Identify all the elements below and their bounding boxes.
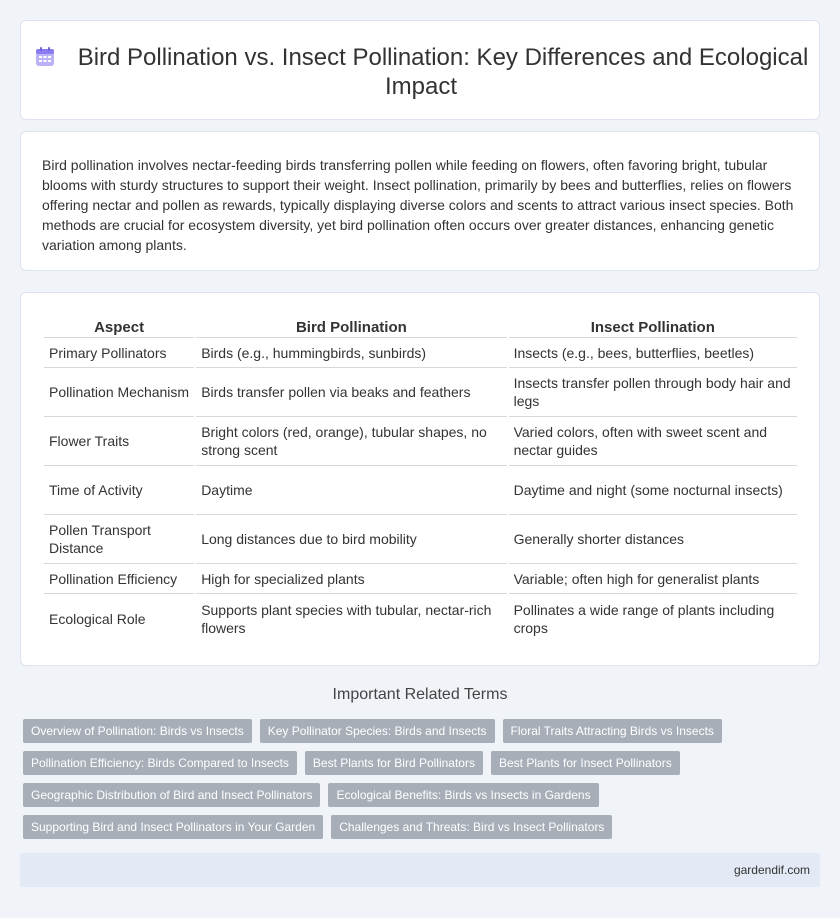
cell-insect: Daytime and night (some nocturnal insects) — [509, 466, 797, 515]
cell-bird: Bright colors (red, orange), tubular shapes, no strong scent — [196, 417, 506, 466]
related-term-chip[interactable]: Overview of Pollination: Birds vs Insects — [23, 719, 252, 743]
cell-bird: Birds (e.g., hummingbirds, sunbirds) — [196, 338, 506, 368]
page-title-wrap — [21, 43, 821, 101]
cell-insect: Variable; often high for generalist plants — [509, 564, 797, 594]
cell-insect: Insects (e.g., bees, butterflies, beetles) — [509, 338, 797, 368]
cell-aspect: Pollination Mechanism — [44, 368, 194, 417]
cell-bird: High for specialized plants — [196, 564, 506, 594]
related-term-chip[interactable]: Key Pollinator Species: Birds and Insects — [260, 719, 495, 743]
header-insect: Insect Pollination — [509, 314, 797, 338]
cell-aspect: Ecological Role — [49, 610, 146, 627]
related-term-chip[interactable]: Best Plants for Insect Pollinators — [491, 751, 680, 775]
page-title: Bird Pollination vs. Insect Pollination: Key Differences and Ecological Impact — [77, 44, 809, 100]
cell-aspect: Primary Pollinators — [44, 338, 194, 368]
cell-aspect: Flower Traits — [44, 417, 194, 466]
intro-paragraph: Bird pollination involves nectar-feeding birds transferring pollen while feeding on flowers, often favoring bright, tubular blooms with sturdy structures to support their weight. Insect pollination, primarily by bees and butterflies, relies on flowers offering nectar and pollen as rewards, typically displaying diverse colors and scents to attract various insect species. Both methods are crucial for ecosystem diversity, yet bird pollination often occurs over greater distances, enhancing genetic variation among plants. — [42, 157, 794, 253]
table-row — [44, 515, 797, 564]
related-terms-title: Important Related Terms — [332, 686, 508, 703]
table-row — [44, 564, 797, 594]
cell-aspect: Time of Activity — [44, 466, 194, 515]
header-card — [20, 20, 820, 120]
related-term-chip[interactable]: Pollination Efficiency: Birds Compared to Insects — [23, 751, 297, 775]
cell-insect: Pollinates a wide range of plants including crops — [513, 601, 775, 636]
related-term-chip[interactable]: Supporting Bird and Insect Pollinators in Your Garden — [23, 815, 323, 839]
related-terms-list — [23, 719, 823, 847]
cell-bird: Birds transfer pollen via beaks and feathers — [196, 368, 506, 417]
table-row — [44, 338, 797, 368]
cell-insect: Insects transfer pollen through body hair and legs — [509, 368, 797, 417]
footer-bar — [20, 853, 820, 887]
header-aspect: Aspect — [44, 314, 194, 338]
related-term-chip[interactable]: Best Plants for Bird Pollinators — [305, 751, 483, 775]
related-term-chip[interactable]: Geographic Distribution of Bird and Insect Pollinators — [23, 783, 320, 807]
table-row — [44, 368, 797, 417]
comparison-table — [42, 314, 799, 643]
table-row — [44, 417, 797, 466]
table-row — [44, 594, 797, 643]
cell-aspect: Pollen Transport Distance — [44, 515, 194, 564]
header-bird: Bird Pollination — [196, 314, 506, 338]
calendar-icon — [34, 46, 56, 68]
cell-aspect: Pollination Efficiency — [44, 564, 194, 594]
intro-card — [20, 131, 820, 271]
table-header-row — [44, 314, 797, 338]
cell-insect: Generally shorter distances — [509, 515, 797, 564]
related-term-chip[interactable]: Ecological Benefits: Birds vs Insects in Gardens — [328, 783, 598, 807]
related-term-chip[interactable]: Challenges and Threats: Bird vs Insect Pollinators — [331, 815, 612, 839]
cell-bird: Long distances due to bird mobility — [196, 515, 506, 564]
comparison-card — [20, 292, 820, 666]
cell-insect: Varied colors, often with sweet scent and nectar guides — [509, 417, 797, 466]
table-row — [44, 466, 797, 515]
cell-bird: Supports plant species with tubular, nectar-rich flowers — [201, 601, 492, 636]
related-term-chip[interactable]: Floral Traits Attracting Birds vs Insects — [503, 719, 722, 743]
cell-bird: Daytime — [196, 466, 506, 515]
footer-site: gardendif.com — [733, 863, 810, 877]
